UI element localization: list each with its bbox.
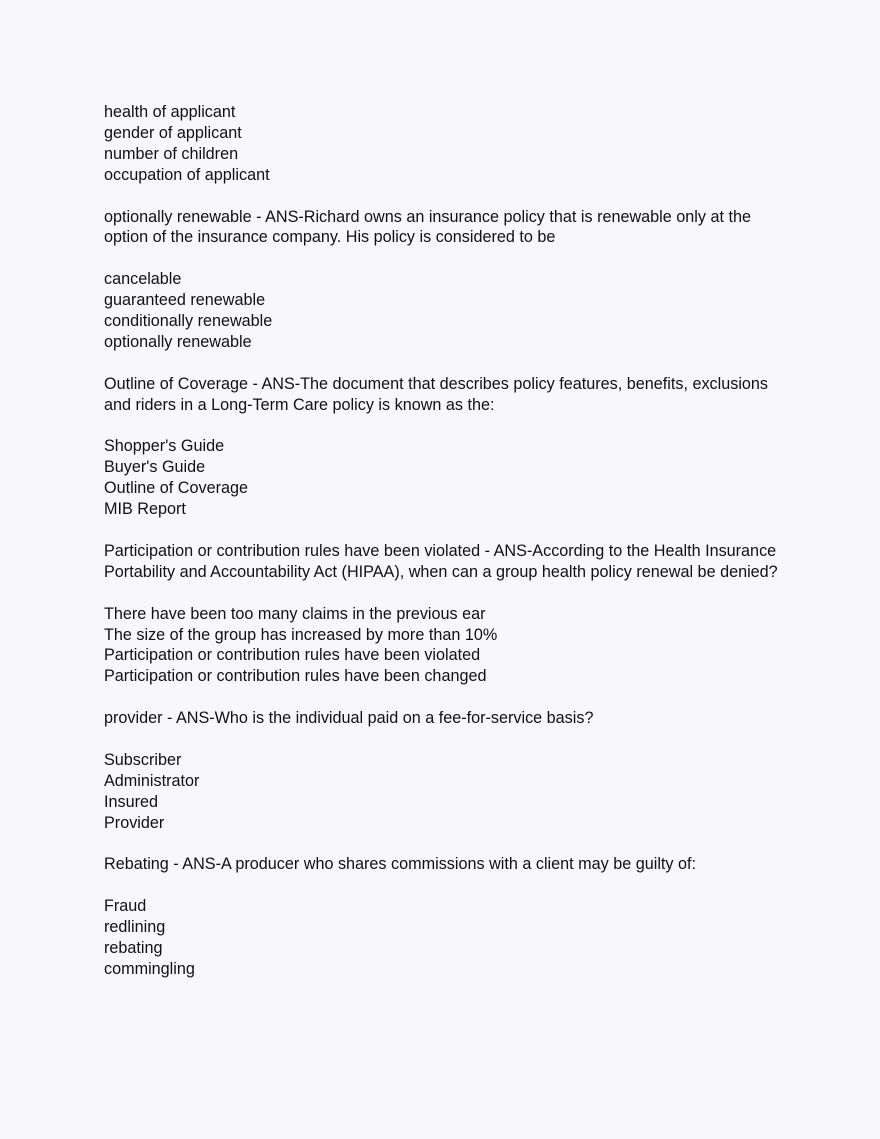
option-line: redlining — [104, 918, 166, 937]
question-block — [104, 374, 784, 416]
question-text: provider - ANS-Who is the individual paid on a fee-for-service basis? — [104, 709, 594, 728]
option-line: Administrator — [104, 771, 200, 790]
document-page — [104, 102, 784, 980]
option-line: conditionally renewable — [104, 312, 273, 331]
answer-options — [104, 896, 784, 980]
option-line: cancelable — [104, 270, 182, 289]
question-block — [104, 207, 784, 249]
option-line: Subscriber — [104, 750, 182, 769]
spacer — [104, 520, 784, 541]
option-line: MIB Report — [104, 500, 186, 519]
option-line: Insured — [104, 792, 158, 811]
question-text: Portability and Accountability Act (HIPAA), when can a group health policy renewal be denied? — [104, 562, 778, 581]
opening-options — [104, 102, 784, 186]
answer-options — [104, 750, 784, 834]
option-line: gender of applicant — [104, 123, 242, 142]
spacer — [104, 583, 784, 604]
option-line: The size of the group has increased by more than 10% — [104, 625, 498, 644]
spacer — [104, 875, 784, 896]
option-line: Fraud — [104, 897, 147, 916]
option-line: commingling — [104, 960, 195, 978]
spacer — [104, 186, 784, 207]
option-line: Buyer's Guide — [104, 458, 206, 477]
question-block — [104, 541, 784, 583]
option-line: Participation or contribution rules have been violated — [104, 646, 481, 665]
spacer — [104, 834, 784, 855]
question-text: Outline of Coverage - ANS-The document that describes policy features, benefits, exclusions — [104, 374, 769, 393]
question-block — [104, 854, 784, 875]
option-line: Provider — [104, 813, 165, 832]
question-text: optionally renewable - ANS-Richard owns an insurance policy that is renewable only at the — [104, 207, 751, 226]
question-text: and riders in a Long-Term Care policy is known as the: — [104, 395, 495, 414]
option-line: number of children — [104, 144, 239, 163]
spacer — [104, 416, 784, 437]
spacer — [104, 687, 784, 708]
option-line: occupation of applicant — [104, 165, 270, 184]
spacer — [104, 729, 784, 750]
spacer — [104, 353, 784, 374]
question-block — [104, 708, 784, 729]
option-line: Shopper's Guide — [104, 437, 225, 456]
spacer — [104, 248, 784, 269]
option-line: optionally renewable — [104, 332, 252, 351]
answer-options — [104, 436, 784, 520]
option-line: rebating — [104, 939, 163, 958]
option-line: guaranteed renewable — [104, 291, 266, 310]
answer-options — [104, 269, 784, 353]
option-line: Participation or contribution rules have been changed — [104, 667, 487, 686]
option-line: There have been too many claims in the previous ear — [104, 604, 486, 623]
question-text: option of the insurance company. His policy is considered to be — [104, 228, 556, 247]
answer-options — [104, 604, 784, 688]
option-line: health of applicant — [104, 103, 236, 121]
question-text: Rebating - ANS-A producer who shares commissions with a client may be guilty of: — [104, 855, 697, 874]
option-line: Outline of Coverage — [104, 479, 248, 498]
question-text: Participation or contribution rules have been violated - ANS-According to the Health Insurance — [104, 541, 777, 560]
